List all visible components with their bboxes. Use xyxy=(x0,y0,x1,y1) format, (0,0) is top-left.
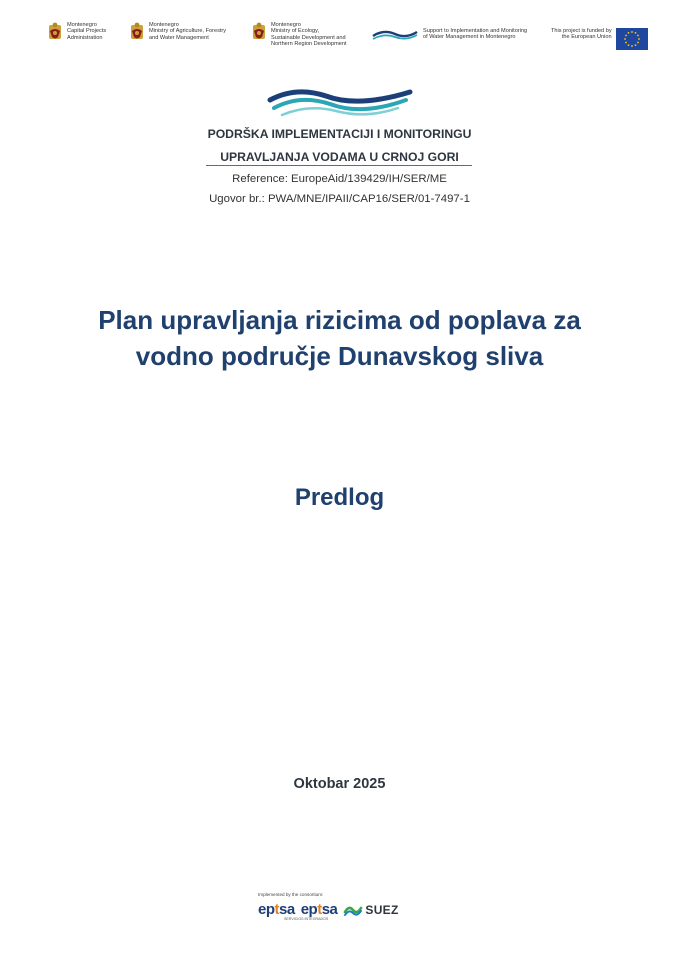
contract-number: Ugovor br.: PWA/MNE/IPAII/CAP16/SER/01-7497-1 xyxy=(209,193,470,205)
eptisa2-part-c: sa xyxy=(321,901,338,918)
logo3-line2: Ministry of Ecology, xyxy=(271,28,320,35)
logo-eptisa-2 xyxy=(301,901,338,918)
eptisa1-part-b: t xyxy=(274,901,280,918)
logo-eptisa-1 xyxy=(258,901,295,918)
project-wave-logo-icon xyxy=(266,82,414,122)
document-title-line1: Plan upravljanja rizicima od poplava za xyxy=(98,305,581,335)
consortium-logos xyxy=(258,892,422,928)
project-title-underline xyxy=(206,165,472,166)
logo-capital-projects xyxy=(46,22,106,44)
eptisa2-part-b: t xyxy=(317,901,322,918)
eptisa1-part-c: sa xyxy=(279,901,295,918)
logo-eu-funding xyxy=(551,28,648,50)
suez-swirl-icon xyxy=(343,903,363,917)
suez-wordmark: SUEZ xyxy=(365,902,399,917)
logo3-line4: Northern Region Development xyxy=(271,41,347,48)
logo3-line1: Montenegro xyxy=(271,22,301,28)
montenegro-crest-icon xyxy=(46,22,64,44)
logo1-line3: Administration xyxy=(67,34,103,41)
project-title-line1: PODRŠKA IMPLEMENTACIJI I MONITORINGU xyxy=(207,127,472,141)
document-title-line2: vodno područje Dunavskog sliva xyxy=(135,341,544,371)
logo2-line3: and Water Management xyxy=(149,34,209,41)
water-waves-icon xyxy=(372,28,418,42)
document-status: Predlog xyxy=(294,484,385,511)
project-title-line2: UPRAVLJANJA VODAMA U CRNOJ GORI xyxy=(220,150,459,164)
consortium-label: Implemented by the consortium: xyxy=(258,892,324,897)
logo1-line2: Capital Projects xyxy=(67,28,107,35)
document-title xyxy=(0,302,679,374)
logo2-line2: Ministry of Agriculture, Forestry xyxy=(149,28,227,35)
logo-suez xyxy=(343,903,398,917)
eptisa2-part-a: ep xyxy=(300,901,318,918)
logo2-line1: Montenegro xyxy=(149,22,179,28)
montenegro-crest-icon xyxy=(128,22,146,44)
logo1-line1: Montenegro xyxy=(67,22,97,28)
logo4-line1: Support to Implementation and Monitoring xyxy=(423,28,528,34)
montenegro-crest-icon xyxy=(250,22,268,44)
eu-flag-icon xyxy=(616,28,648,50)
logo4-line2: of Water Management in Montenegro xyxy=(423,34,516,41)
logo3-line3: Sustainable Development and xyxy=(271,34,346,41)
eptisa1-part-a: ep xyxy=(258,901,275,918)
document-date: Oktobar 2025 xyxy=(293,776,386,792)
logo-ministry-agriculture xyxy=(128,22,226,44)
consortium-subtext: SERVICIOS INTEGRADOS xyxy=(284,917,329,921)
logo-ministry-ecology xyxy=(250,22,347,48)
reference-number: Reference: EuropeAid/139429/IH/SER/ME xyxy=(232,173,447,185)
eu-line2: the European Union xyxy=(561,34,612,41)
header-logo-strip xyxy=(0,22,679,56)
eu-line1: This project is funded by xyxy=(551,28,612,34)
logo-water-support xyxy=(372,28,527,42)
